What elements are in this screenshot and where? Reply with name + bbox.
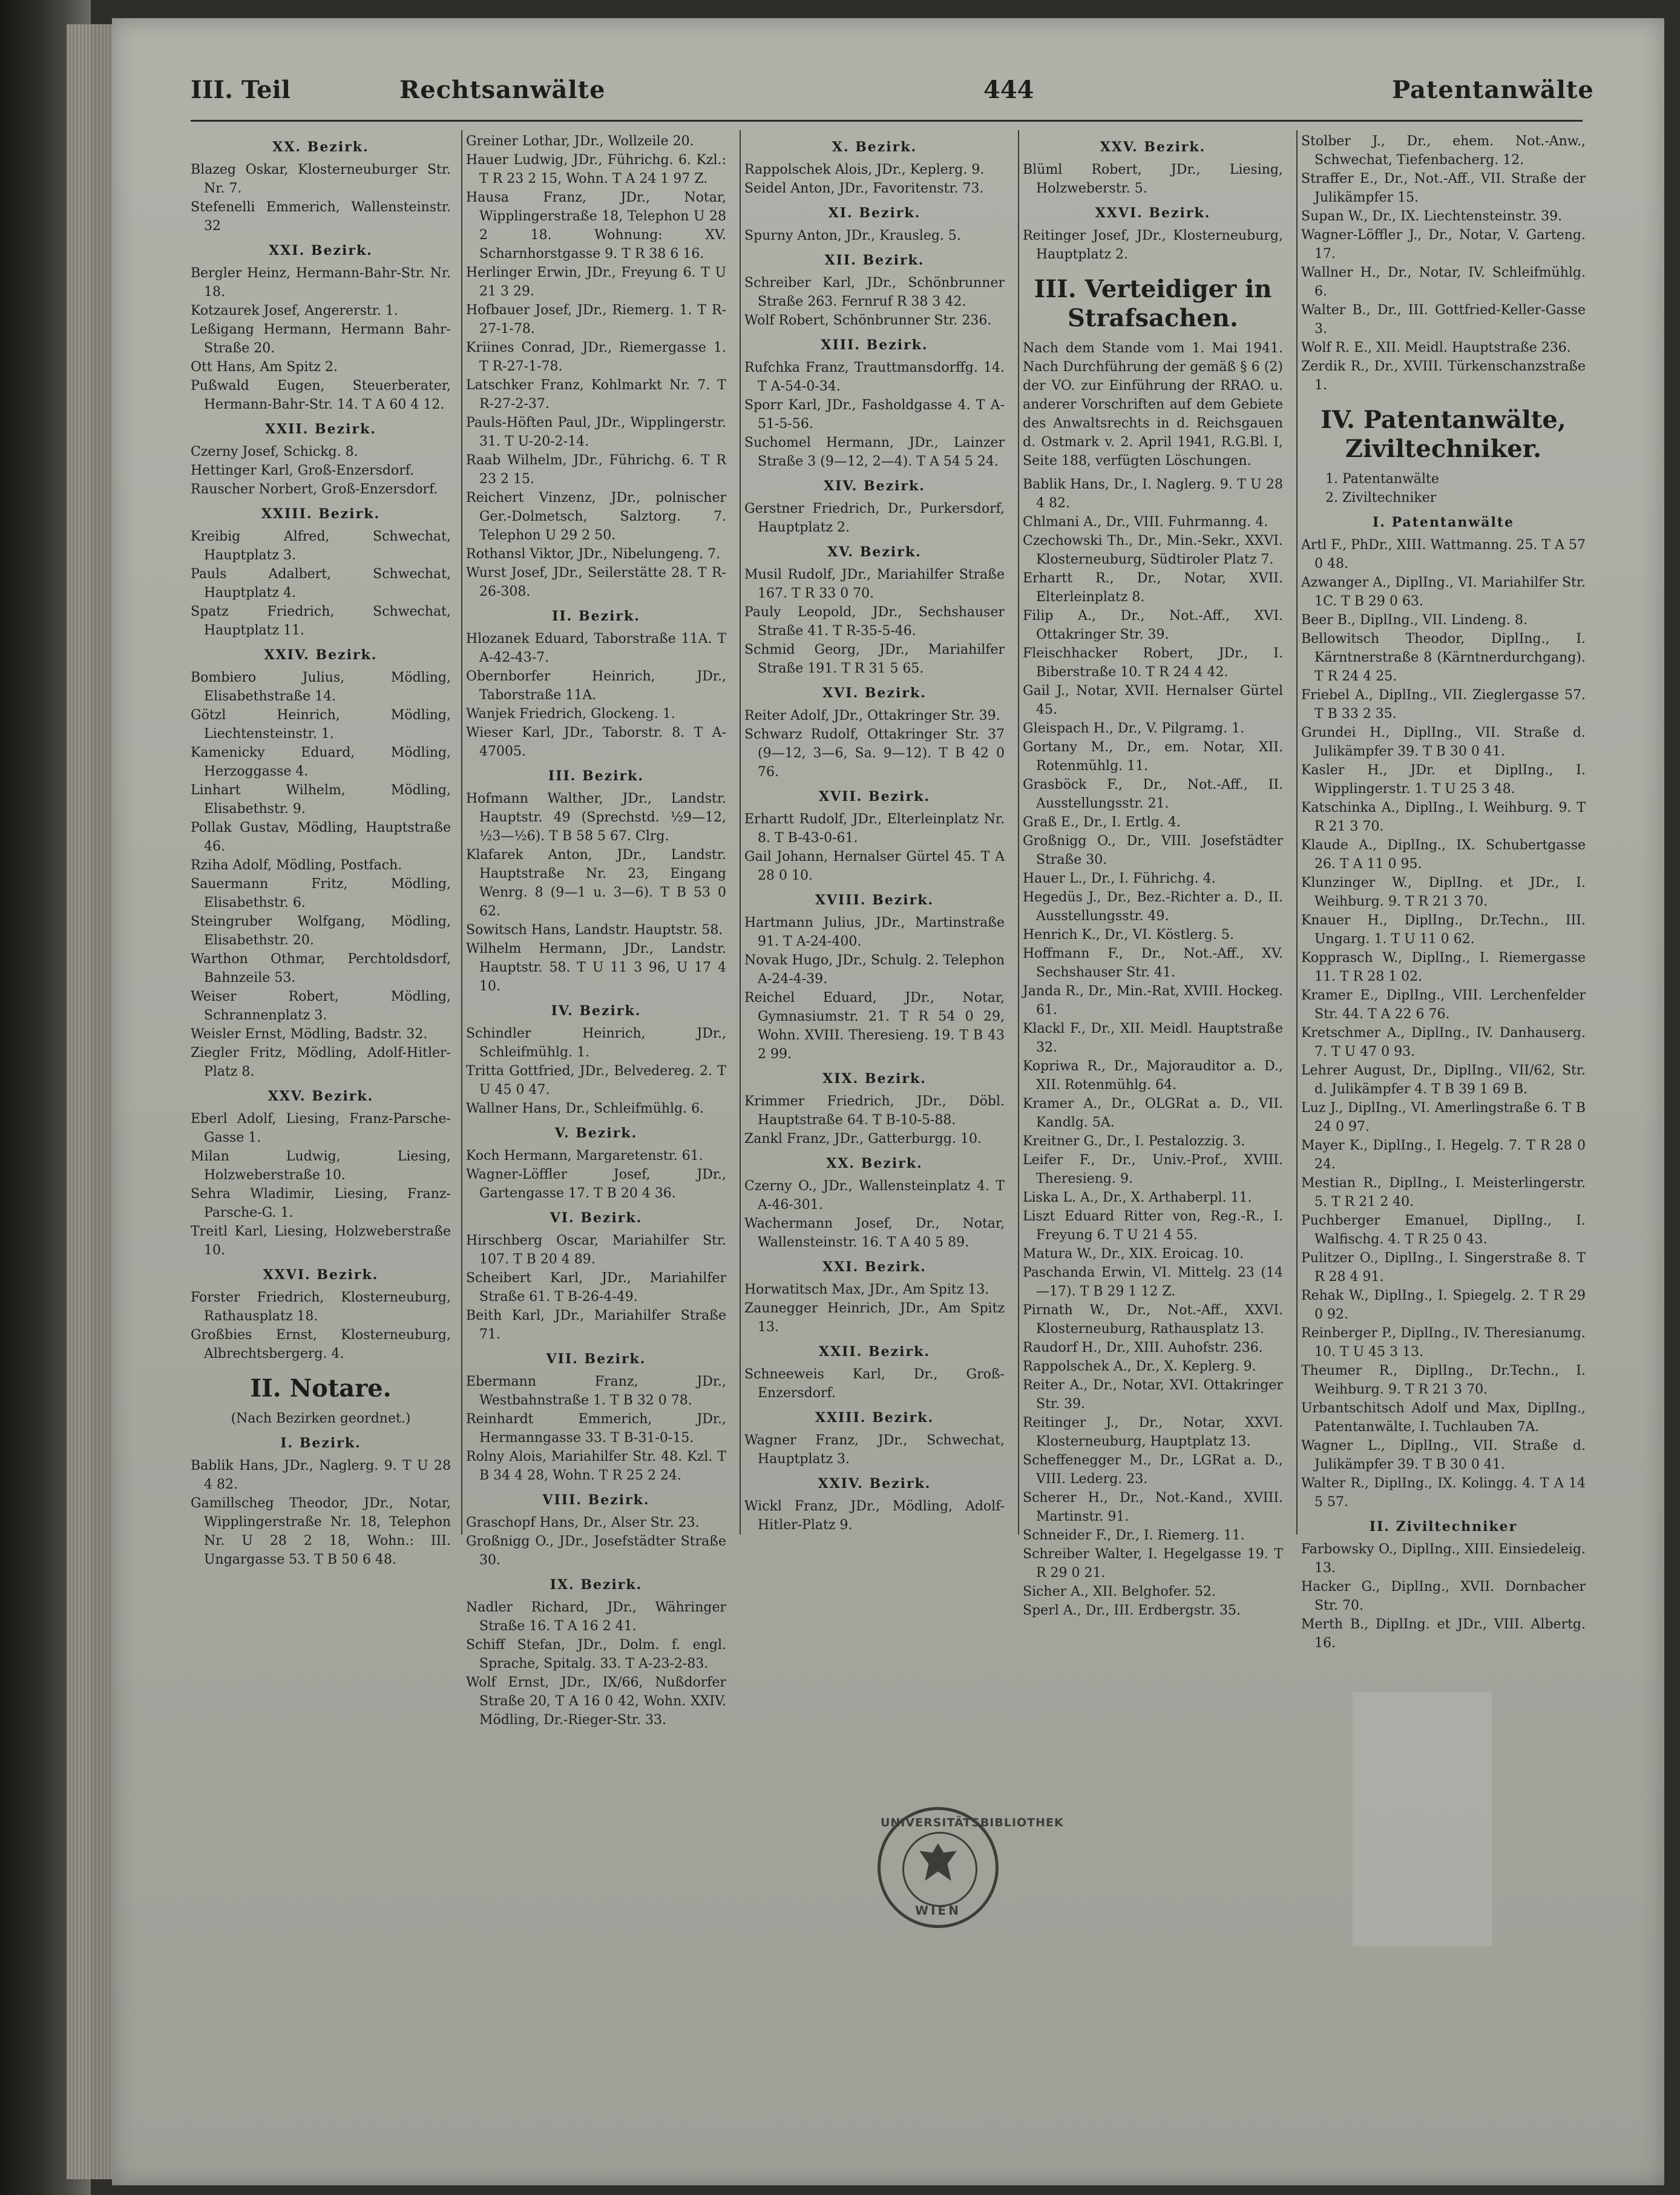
directory-entry: Scheibert Karl, JDr., Mariahilfer Straße 61. T B-26-4-49.: [466, 1271, 726, 1305]
directory-entry: Raab Wilhelm, JDr., Führichg. 6. T R 23 2 15.: [466, 453, 726, 487]
directory-entry: Großbies Ernst, Klosterneuburg, Albrechtsbergerg. 4.: [191, 1328, 451, 1361]
directory-entry: Ebermann Franz, JDr., Westbahnstraße 1. T B 32 0 78.: [466, 1374, 726, 1408]
section-heading: XXV. Bezirk.: [1100, 139, 1206, 155]
directory-entry: Sauermann Fritz, Mödling, Elisabethstr. 6.: [191, 877, 451, 910]
section-heading: I. Patentanwälte: [1372, 515, 1515, 530]
directory-entry: Pauly Leopold, JDr., Sechshauser Straße 41. T R-35-5-46.: [744, 605, 1005, 639]
directory-entry: Novak Hugo, JDr., Schulg. 2. Telephon A-24-4-39.: [744, 953, 1005, 987]
directory-entry: Czerny Josef, Schickg. 8.: [191, 444, 358, 459]
directory-entry: Eberl Adolf, Liesing, Franz-Parsche-Gasse 1.: [191, 1111, 451, 1145]
directory-entry: Ott Hans, Am Spitz 2.: [191, 360, 338, 375]
directory-entry: Götzl Heinrich, Mödling, Liechtensteinstr. 1.: [191, 708, 451, 742]
entry-list: [1023, 226, 1283, 264]
directory-entry: Weisler Ernst, Mödling, Badstr. 32.: [191, 1027, 428, 1042]
chapter-heading: II. Notare.: [250, 1374, 392, 1403]
section-heading: X. Bezirk.: [832, 139, 917, 155]
page-edges: [67, 24, 115, 2179]
directory-entry: Reitinger Josef, JDr., Klosterneuburg, Hauptplatz 2.: [1023, 228, 1283, 262]
directory-entry: Wagner-Löffler J., Dr., Notar, V. Garteng. 17.: [1301, 228, 1586, 262]
directory-entry: Sehra Wladimir, Liesing, Franz-Parsche-G. 1.: [191, 1186, 451, 1220]
entry-list: [744, 1365, 1005, 1403]
directory-entry: Czechowski Th., Dr., Min.-Sekr., XXVI. Klosterneuburg, Südtiroler Platz 7.: [1023, 533, 1283, 567]
directory-entry: Reichert Vinzenz, JDr., polnischer Ger.-Dolmetsch, Salztorg. 7. Telephon U 29 2 50.: [466, 490, 726, 543]
stamp-top-text: UNIVERSITÄTSBIBLIOTHEK: [881, 1816, 1064, 1829]
section-heading: V. Bezirk.: [554, 1125, 638, 1141]
directory-entry: Puchberger Emanuel, DiplIng., I. Walfischg. 4. T R 25 0 43.: [1301, 1213, 1586, 1247]
entry-list: [744, 706, 1005, 782]
directory-entry: Paschanda Erwin, VI. Mittelg. 23 (14—17). T B 29 1 12 Z.: [1023, 1265, 1283, 1299]
section-heading: II. Ziviltechniker: [1369, 1519, 1518, 1535]
section-heading: XXIV. Bezirk.: [264, 647, 378, 663]
directory-entry: Graß E., Dr., I. Ertlg. 4.: [1023, 815, 1181, 830]
section-heading: I. Bezirk.: [280, 1435, 361, 1451]
directory-entry: Gamillscheg Theodor, JDr., Notar, Wipplingerstraße Nr. 18, Telephon Nr. U 28 2 18, Wohn.: III. Ungargasse 53. T B 50 6 48.: [191, 1496, 451, 1567]
directory-entry: Hirschberg Oscar, Mariahilfer Str. 107. T B 20 4 89.: [466, 1233, 726, 1267]
entry-list: [191, 668, 451, 1081]
contents-list: [1325, 470, 1586, 507]
directory-entry: Beith Karl, JDr., Mariahilfer Straße 71.: [466, 1308, 726, 1342]
directory-entry: Spurny Anton, JDr., Krausleg. 5.: [744, 228, 961, 243]
entry-list: [744, 274, 1005, 330]
directory-entry: Erhartt R., Dr., Notar, XVII. Elterleinplatz 8.: [1023, 571, 1283, 605]
directory-entry: Hartmann Julius, JDr., Martinstraße 91. T A-24-400.: [744, 915, 1005, 949]
directory-entry: Kramer A., Dr., OLGRat a. D., VII. Kandlg. 5A.: [1023, 1096, 1283, 1130]
directory-entry: Pulitzer O., DiplIng., I. Singerstraße 8. T R 28 4 91.: [1301, 1251, 1586, 1285]
directory-entry: Seidel Anton, JDr., Favoritenstr. 73.: [744, 181, 984, 196]
directory-entry: Mayer K., DiplIng., I. Hegelg. 7. T R 28 0 24.: [1301, 1138, 1586, 1172]
directory-entry: Großnigg O., JDr., Josefstädter Straße 30.: [466, 1534, 726, 1568]
directory-entry: Horwatitsch Max, JDr., Am Spitz 13.: [744, 1282, 989, 1297]
column-4: [1023, 132, 1283, 1620]
entry-list: [744, 1177, 1005, 1252]
entry-list: [191, 1110, 451, 1260]
directory-entry: Supan W., Dr., IX. Liechtensteinstr. 39.: [1301, 209, 1563, 224]
directory-entry: Graschopf Hans, Dr., Alser Str. 23.: [466, 1515, 700, 1530]
directory-entry: Forster Friedrich, Klosterneuburg, Rathausplatz 18.: [191, 1290, 451, 1324]
directory-entry: Zankl Franz, JDr., Gatterburgg. 10.: [744, 1131, 982, 1147]
entry-list: [744, 565, 1005, 678]
directory-entry: Weiser Robert, Mödling, Schrannenplatz 3.: [191, 989, 451, 1023]
directory-entry: Gerstner Friedrich, Dr., Purkersdorf, Hauptplatz 2.: [744, 501, 1005, 535]
contents-item: 1. Patentanwälte: [1325, 472, 1439, 487]
header-right-title: Patentanwälte: [1392, 76, 1594, 104]
section-heading: XIV. Bezirk.: [824, 478, 925, 494]
section-heading: VII. Bezirk.: [546, 1351, 646, 1367]
directory-entry: Schneider F., Dr., I. Riemerg. 11.: [1023, 1528, 1245, 1543]
directory-entry: Bergler Heinz, Hermann-Bahr-Str. Nr. 18.: [191, 266, 451, 300]
section-heading: XXI. Bezirk.: [269, 243, 373, 258]
directory-entry: Leifer F., Dr., Univ.-Prof., XVIII. Theresieng. 9.: [1023, 1153, 1283, 1186]
chapter-heading: IV. Patentanwälte, Ziviltechniker.: [1321, 406, 1566, 463]
entry-list: [191, 160, 451, 235]
entry-list: [1301, 1540, 1586, 1653]
directory-entry: Schreiber Walter, I. Hegelgasse 19. T R 29 0 21.: [1023, 1547, 1283, 1581]
directory-entry: Hacker G., DiplIng., XVII. Dornbacher Str. 70.: [1301, 1579, 1586, 1613]
directory-entry: Hoffmann F., Dr., Not.-Aff., XV. Sechshauser Str. 41.: [1023, 946, 1283, 980]
entry-list: [466, 630, 726, 761]
directory-entry: Matura W., Dr., XIX. Eroicag. 10.: [1023, 1246, 1244, 1262]
directory-entry: Hausa Franz, JDr., Notar, Wipplingerstraße 18, Telephon U 28 2 18. Wohnung: XV. Scharnhorstgasse 9. T R 38 6 16.: [466, 190, 726, 262]
chapter-intro: Nach dem Stande vom 1. Mai 1941. Nach Durchführung der gemäß § 6 (2) der VO. zur Einführung der RRAO. u. anderer Vorschriften auf dem Gebiete des Anwaltsrechts in d. Reichsgauen d. Ostmark v. 2. April 1941, R.G.Bl. I, Seite 188, verfügten Löschungen.: [1023, 341, 1283, 469]
directory-entry: Wolf Ernst, JDr., IX/66, Nußdorfer Straße 20, T A 16 0 42, Wohn. XXIV. Mödling, Dr.-Rieger-Str. 33.: [466, 1675, 726, 1728]
section-heading: XXV. Bezirk.: [267, 1088, 374, 1104]
directory-entry: Friebel A., DiplIng., VII. Zieglergasse 57. T B 33 2 35.: [1301, 688, 1586, 722]
directory-entry: Kretschmer A., DiplIng., IV. Danhauserg. 7. T U 47 0 93.: [1301, 1025, 1586, 1059]
entry-list: [466, 1024, 726, 1118]
entry-list: [466, 132, 726, 601]
directory-entry: Großnigg O., Dr., VIII. Josefstädter Straße 30.: [1023, 834, 1283, 867]
directory-entry: Kramer E., DiplIng., VIII. Lerchenfelder Str. 44. T A 22 6 76.: [1301, 988, 1586, 1022]
directory-entry: Linhart Wilhelm, Mödling, Elisabethstr. 9.: [191, 783, 451, 817]
directory-entry: Wachermann Josef, Dr., Notar, Wallensteinstr. 16. T A 40 5 89.: [744, 1216, 1005, 1250]
page-number: 444: [983, 76, 1034, 104]
entry-list: [191, 443, 451, 499]
column-3: [744, 132, 1005, 1535]
section-heading: XXII. Bezirk.: [819, 1344, 930, 1360]
directory-entry: Bablik Hans, Dr., I. Naglerg. 9. T U 28 4 82.: [1023, 477, 1283, 511]
directory-entry: Azwanger A., DiplIng., VI. Mariahilfer Str. 1C. T B 29 0 63.: [1301, 575, 1586, 609]
directory-entry: Rolny Alois, Mariahilfer Str. 48. Kzl. T B 34 4 28, Wohn. T R 25 2 24.: [466, 1449, 726, 1483]
chapter-note: (Nach Bezirken geordnet.): [231, 1411, 411, 1426]
directory-entry: Wagner L., DiplIng., VII. Straße d. Julikämpfer 39. T B 30 0 41.: [1301, 1438, 1586, 1472]
entry-list: [466, 1598, 726, 1729]
directory-entry: Pirnath W., Dr., Not.-Aff., XXVI. Klosterneuburg, Rathausplatz 13.: [1023, 1303, 1283, 1337]
column-divider: [461, 130, 462, 1535]
directory-entry: Spatz Friedrich, Schwechat, Hauptplatz 11.: [191, 604, 451, 638]
directory-entry: Mestian R., DiplIng., I. Meisterlingerstr. 5. T R 21 2 40.: [1301, 1176, 1586, 1209]
directory-entry: Reinhardt Emmerich, JDr., Hermanngasse 33. T B-31-0-15.: [466, 1412, 726, 1446]
chapter-heading: III. Verteidiger in Strafsachen.: [1034, 275, 1272, 332]
directory-entry: Beer B., DiplIng., VII. Lindeng. 8.: [1301, 613, 1527, 628]
directory-entry: Theumer R., DiplIng., Dr.Techn., I. Weihburg. 9. T R 21 3 70.: [1301, 1363, 1586, 1397]
directory-entry: Wanjek Friedrich, Glockeng. 1.: [466, 706, 675, 722]
directory-entry: Nadler Richard, JDr., Währinger Straße 16. T A 16 2 41.: [466, 1600, 726, 1634]
section-heading: XIII. Bezirk.: [821, 337, 928, 353]
directory-entry: Walter B., Dr., III. Gottfried-Keller-Gasse 3.: [1301, 303, 1586, 337]
directory-entry: Kopprasch W., DiplIng., I. Riemergasse 11. T R 28 1 02.: [1301, 950, 1586, 984]
directory-entry: Hauer L., Dr., I. Führichg. 4.: [1023, 871, 1216, 886]
entry-list: [744, 358, 1005, 471]
directory-entry: Wurst Josef, JDr., Seilerstätte 28. T R-26-308.: [466, 565, 726, 599]
directory-entry: Liszt Eduard Ritter von, Reg.-R., I. Freyung 6. T U 21 4 55.: [1023, 1209, 1283, 1243]
section-heading: XX. Bezirk.: [826, 1156, 923, 1171]
entry-list: [744, 1497, 1005, 1535]
directory-entry: Obernborfer Heinrich, JDr., Taborstraße 11A.: [466, 669, 726, 703]
directory-entry: Kreibig Alfred, Schwechat, Hauptplatz 3.: [191, 529, 451, 563]
directory-entry: Rehak W., DiplIng., I. Spiegelg. 2. T R 29 0 92.: [1301, 1288, 1586, 1322]
document-page: [112, 18, 1664, 2185]
section-heading: XII. Bezirk.: [824, 252, 925, 268]
entry-list: [191, 1456, 451, 1569]
directory-entry: Grundei H., DiplIng., VII. Straße d. Julikämpfer 39. T B 30 0 41.: [1301, 725, 1586, 759]
column-2: [466, 132, 726, 1729]
directory-entry: Straffer E., Dr., Not.-Aff., VII. Straße der Julikämpfer 15.: [1301, 171, 1586, 205]
directory-entry: Hofmann Walther, JDr., Landstr. Hauptstr. 49 (Sprechstd. ½9—12, ½3—½6). T B 58 5 67. Clrg.: [466, 791, 726, 844]
directory-entry: Klackl F., Dr., XII. Meidl. Hauptstraße 32.: [1023, 1021, 1283, 1055]
directory-entry: Zerdik R., Dr., XVIII. Türkenschanzstraße 1.: [1301, 359, 1586, 393]
section-heading: IV. Bezirk.: [551, 1003, 641, 1019]
header-rule: [191, 120, 1583, 122]
directory-entry: Bombiero Julius, Mödling, Elisabethstraße 14.: [191, 670, 451, 704]
directory-entry: Wieser Karl, JDr., Taborstr. 8. T A-47005.: [466, 725, 726, 759]
entry-list: [744, 160, 1005, 198]
directory-entry: Pollak Gustav, Mödling, Hauptstraße 46.: [191, 820, 451, 854]
directory-entry: Chlmani A., Dr., VIII. Fuhrmanng. 4.: [1023, 515, 1268, 530]
directory-entry: Pauls-Höften Paul, JDr., Wipplingerstr. 31. T U-20-2-14.: [466, 415, 726, 449]
directory-entry: Filip A., Dr., Not.-Aff., XVI. Ottakringer Str. 39.: [1023, 608, 1283, 642]
section-heading: XXII. Bezirk.: [265, 421, 376, 437]
section-heading: IX. Bezirk.: [550, 1577, 643, 1593]
directory-entry: Scherer H., Dr., Not.-Kand., XVIII. Martinstr. 91.: [1023, 1490, 1283, 1524]
directory-entry: Erhartt Rudolf, JDr., Elterleinplatz Nr. 8. T B-43-0-61.: [744, 812, 1005, 846]
directory-entry: Luz J., DiplIng., VI. Amerlingstraße 6. T B 24 0 97.: [1301, 1101, 1586, 1134]
directory-entry: Kotzaurek Josef, Angererstr. 1.: [191, 303, 398, 318]
directory-entry: Lehrer August, Dr., DiplIng., VII/62, Str. d. Julikämpfer 4. T B 39 1 69 B.: [1301, 1063, 1586, 1097]
section-heading: XVII. Bezirk.: [819, 789, 930, 805]
column-divider: [1018, 130, 1019, 1535]
directory-entry: Artl F., PhDr., XIII. Wattmanng. 25. T A 57 0 48.: [1301, 538, 1586, 571]
directory-entry: Hlozanek Eduard, Taborstraße 11A. T A-42-43-7.: [466, 631, 726, 665]
directory-entry: Bablik Hans, JDr., Naglerg. 9. T U 28 4 82.: [191, 1458, 451, 1492]
directory-entry: Klunzinger W., DiplIng. et JDr., I. Weihburg. 9. T R 21 3 70.: [1301, 875, 1586, 909]
directory-entry: Czerny O., JDr., Wallensteinplatz 4. T A-46-301.: [744, 1179, 1005, 1213]
section-heading: XVIII. Bezirk.: [815, 892, 934, 908]
directory-entry: Liska L. A., Dr., X. Arthaberpl. 11.: [1023, 1190, 1252, 1205]
section-heading: VI. Bezirk.: [550, 1210, 643, 1226]
column-5: [1301, 132, 1586, 1653]
directory-entry: Steingruber Wolfgang, Mödling, Elisabethstr. 20.: [191, 914, 451, 948]
directory-entry: Musil Rudolf, JDr., Mariahilfer Straße 167. T R 33 0 70.: [744, 567, 1005, 601]
directory-entry: Schmid Georg, JDr., Mariahilfer Straße 191. T R 31 5 65.: [744, 642, 1005, 676]
directory-entry: Koch Hermann, Margaretenstr. 61.: [466, 1148, 703, 1163]
directory-entry: Wolf Robert, Schönbrunner Str. 236.: [744, 313, 992, 328]
column-divider: [1296, 130, 1298, 1535]
paper-patch: [1353, 1692, 1492, 1946]
directory-entry: Kasler H., JDr. et DiplIng., I. Wipplingerstr. 1. T U 25 3 48.: [1301, 763, 1586, 797]
contents-item: 2. Ziviltechniker: [1325, 490, 1437, 505]
directory-entry: Gail Johann, Hernalser Gürtel 45. T A 28 0 10.: [744, 849, 1005, 883]
directory-entry: Krimmer Friedrich, JDr., Döbl. Hauptstraße 64. T B-10-5-88.: [744, 1094, 1005, 1128]
directory-entry: Stefenelli Emmerich, Wallensteinstr. 32: [191, 200, 451, 234]
directory-entry: Sowitsch Hans, Landstr. Hauptstr. 58.: [466, 923, 723, 938]
header-title: Rechtsanwälte: [399, 76, 606, 104]
directory-entry: Scheffenegger M., Dr., LGRat a. D., VIII. Lederg. 23.: [1023, 1453, 1283, 1487]
directory-entry: Hettinger Karl, Groß-Enzersdorf.: [191, 463, 415, 478]
directory-entry: Sicher A., XII. Belghofer. 52.: [1023, 1584, 1216, 1599]
directory-entry: Klafarek Anton, JDr., Landstr. Hauptstraße Nr. 23, Eingang Wenrg. 8 (9—1 u. 3—6). T B 53 0 62.: [466, 847, 726, 919]
entry-list: [1301, 536, 1586, 1512]
directory-entry: Raudorf H., Dr., XIII. Auhofstr. 236.: [1023, 1340, 1263, 1355]
entry-list: [744, 913, 1005, 1064]
entry-list: [466, 1147, 726, 1203]
section-heading: XXI. Bezirk.: [822, 1259, 927, 1275]
section-heading: XV. Bezirk.: [827, 544, 922, 560]
directory-entry: Rufchka Franz, Trauttmansdorffg. 14. T A-54-0-34.: [744, 360, 1005, 394]
directory-entry: Stolber J., Dr., ehem. Not.-Anw., Schwechat, Tiefenbacherg. 12.: [1301, 134, 1586, 168]
directory-entry: Gleispach H., Dr., V. Pilgramg. 1.: [1023, 721, 1245, 736]
entry-list: [191, 1288, 451, 1363]
directory-entry: Pauls Adalbert, Schwechat, Hauptplatz 4.: [191, 567, 451, 601]
header-part: III. Teil: [191, 76, 290, 104]
directory-entry: Janda R., Dr., Min.-Rat, XVIII. Hockeg. 61.: [1023, 984, 1283, 1018]
directory-entry: Reichel Eduard, JDr., Notar, Gymnasiumstr. 21. T R 54 0 29, Wohn. XVIII. Theresieng. 19. T B 43 2 99.: [744, 990, 1005, 1062]
directory-entry: Urbantschitsch Adolf und Max, DiplIng., Patentanwälte, I. Tuchlauben 7A.: [1301, 1401, 1586, 1435]
directory-entry: Schreiber Karl, JDr., Schönbrunner Straße 263. Fernruf R 38 3 42.: [744, 275, 1005, 309]
entry-list: [1301, 132, 1586, 395]
directory-entry: Grasböck F., Dr., Not.-Aff., II. Ausstellungsstr. 21.: [1023, 777, 1283, 811]
directory-entry: Kreitner G., Dr., I. Pestalozzig. 3.: [1023, 1134, 1245, 1149]
directory-entry: Katschinka A., DiplIng., I. Weihburg. 9. T R 21 3 70.: [1301, 800, 1586, 834]
entry-list: [744, 1280, 1005, 1337]
section-heading: XXIII. Bezirk.: [815, 1410, 934, 1426]
directory-entry: Reiter Adolf, JDr., Ottakringer Str. 39.: [744, 708, 1000, 723]
directory-entry: Milan Ludwig, Liesing, Holzweberstraße 10.: [191, 1149, 451, 1183]
directory-entry: Kriines Conrad, JDr., Riemergasse 1. T R-27-1-78.: [466, 340, 726, 374]
entry-list: [1023, 160, 1283, 198]
section-heading: III. Bezirk.: [548, 768, 645, 784]
section-heading: XX. Bezirk.: [272, 139, 369, 155]
entry-list: [744, 226, 1005, 245]
entry-list: [744, 1431, 1005, 1469]
section-heading: XVI. Bezirk.: [822, 685, 927, 701]
directory-entry: Wallner Hans, Dr., Schleifmühlg. 6.: [466, 1101, 704, 1116]
directory-entry: Kamenicky Eduard, Mödling, Herzoggasse 4.: [191, 745, 451, 779]
directory-entry: Sperl A., Dr., III. Erdbergstr. 35.: [1023, 1603, 1241, 1618]
directory-entry: Wagner-Löffler Josef, JDr., Gartengasse 17. T B 20 4 36.: [466, 1167, 726, 1201]
entry-list: [466, 1513, 726, 1570]
directory-entry: Reiter A., Dr., Notar, XVI. Ottakringer Str. 39.: [1023, 1378, 1283, 1412]
directory-entry: Latschker Franz, Kohlmarkt Nr. 7. T R-27-2-37.: [466, 378, 726, 412]
entry-list: [744, 1092, 1005, 1148]
section-heading: XXVI. Bezirk.: [1095, 205, 1211, 221]
column-1: [191, 132, 451, 1569]
directory-entry: Hofbauer Josef, JDr., Riemerg. 1. T R-27-1-78.: [466, 303, 726, 337]
directory-entry: Wallner H., Dr., Notar, IV. Schleifmühlg. 6.: [1301, 265, 1586, 299]
directory-entry: Fleischhacker Robert, JDr., I. Biberstraße 10. T R 24 4 42.: [1023, 646, 1283, 680]
directory-entry: Schneeweis Karl, Dr., Groß-Enzersdorf.: [744, 1367, 1005, 1401]
directory-entry: Blüml Robert, JDr., Liesing, Holzweberstr. 5.: [1023, 162, 1283, 196]
directory-entry: Tritta Gottfried, JDr., Belvedereg. 2. T U 45 0 47.: [466, 1064, 726, 1098]
library-stamp: [878, 1807, 1064, 1928]
page-header: [191, 76, 1594, 118]
directory-entry: Greiner Lothar, JDr., Wollzeile 20.: [466, 134, 694, 149]
directory-entry: Schiff Stefan, JDr., Dolm. f. engl. Sprache, Spitalg. 33. T A-23-2-83.: [466, 1637, 726, 1671]
directory-entry: Gail J., Notar, XVII. Hernalser Gürtel 45.: [1023, 683, 1283, 717]
directory-entry: Blazeg Oskar, Klosterneuburger Str. Nr. 7.: [191, 162, 451, 196]
directory-entry: Rothansl Viktor, JDr., Nibelungeng. 7.: [466, 547, 721, 562]
section-heading: II. Bezirk.: [552, 608, 640, 624]
directory-entry: Schindler Heinrich, JDr., Schleifmühlg. 1.: [466, 1026, 726, 1060]
entry-list: [191, 264, 451, 414]
section-heading: VIII. Bezirk.: [542, 1492, 650, 1508]
directory-entry: Henrich K., Dr., VI. Köstlerg. 5.: [1023, 927, 1234, 943]
section-heading: XXVI. Bezirk.: [263, 1267, 379, 1283]
directory-entry: Wickl Franz, JDr., Mödling, Adolf-Hitler-Platz 9.: [744, 1499, 1005, 1533]
directory-entry: Gortany M., Dr., em. Notar, XII. Rotenmühlg. 11.: [1023, 740, 1283, 774]
directory-entry: Schwarz Rudolf, Ottakringer Str. 37 (9—12, 3—6, Sa. 9—12). T B 42 0 76.: [744, 727, 1005, 780]
section-heading: XXIII. Bezirk.: [261, 506, 381, 522]
directory-entry: Wilhelm Hermann, JDr., Landstr. Hauptstr. 58. T U 11 3 96, U 17 4 10.: [466, 941, 726, 994]
directory-entry: Klaude A., DiplIng., IX. Schubertgasse 26. T A 11 0 95.: [1301, 838, 1586, 872]
directory-entry: Wolf R. E., XII. Meidl. Hauptstraße 236.: [1301, 340, 1571, 355]
entry-list: [466, 1231, 726, 1344]
directory-entry: Rappolschek Alois, JDr., Keplerg. 9.: [744, 162, 985, 177]
directory-entry: Ziegler Fritz, Mödling, Adolf-Hitler-Platz 8.: [191, 1045, 451, 1079]
directory-entry: Knauer H., DiplIng., Dr.Techn., III. Ungarg. 1. T U 11 0 62.: [1301, 913, 1586, 947]
directory-entry: Warthon Othmar, Perchtoldsdorf, Bahnzeile 53.: [191, 952, 451, 986]
column-divider: [740, 130, 741, 1535]
directory-entry: Treitl Karl, Liesing, Holzweberstraße 10.: [191, 1224, 451, 1258]
entry-list: [744, 499, 1005, 537]
directory-entry: Rauscher Norbert, Groß-Enzersdorf.: [191, 482, 438, 497]
directory-entry: Reinberger P., DiplIng., IV. Theresianumg. 10. T U 45 3 13.: [1301, 1326, 1586, 1360]
section-heading: XIX. Bezirk.: [822, 1071, 927, 1087]
directory-entry: Hauer Ludwig, JDr., Führichg. 6. Kzl.: T R 23 2 15, Wohn. T A 24 1 97 Z.: [466, 153, 726, 186]
entry-list: [744, 810, 1005, 885]
directory-entry: Zaunegger Heinrich, JDr., Am Spitz 13.: [744, 1301, 1005, 1335]
entry-list: [191, 527, 451, 640]
directory-entry: Rappolschek A., Dr., X. Keplerg. 9.: [1023, 1359, 1256, 1374]
entry-list: [466, 1372, 726, 1485]
entry-list: [466, 789, 726, 996]
directory-entry: Leßigang Hermann, Hermann Bahr-Straße 20.: [191, 322, 451, 356]
directory-entry: Merth B., DiplIng. et JDr., VIII. Albertg. 16.: [1301, 1617, 1586, 1651]
directory-entry: Rziha Adolf, Mödling, Postfach.: [191, 858, 402, 873]
directory-entry: Sporr Karl, JDr., Fasholdgasse 4. T A-51-5-56.: [744, 398, 1005, 432]
directory-entry: Walter R., DiplIng., IX. Kolingg. 4. T A 14 5 57.: [1301, 1476, 1586, 1510]
section-heading: XXIV. Bezirk.: [818, 1476, 931, 1492]
directory-entry: Suchomel Hermann, JDr., Lainzer Straße 3 (9—12, 2—4). T A 54 5 24.: [744, 435, 1005, 469]
directory-entry: Pußwald Eugen, Steuerberater, Hermann-Bahr-Str. 14. T A 60 4 12.: [191, 378, 451, 412]
entry-list: [1023, 475, 1283, 1620]
stamp-bottom-text: WIEN: [915, 1903, 961, 1918]
directory-entry: Herlinger Erwin, JDr., Freyung 6. T U 21 3 29.: [466, 265, 726, 299]
directory-entry: Wagner Franz, JDr., Schwechat, Hauptplatz 3.: [744, 1433, 1005, 1467]
section-heading: XI. Bezirk.: [828, 205, 921, 221]
directory-entry: Farbowsky O., DiplIng., XIII. Einsiedeleig. 13.: [1301, 1542, 1586, 1576]
directory-entry: Kopriwa R., Dr., Majorauditor a. D., XII. Rotenmühlg. 64.: [1023, 1059, 1283, 1093]
directory-entry: Hegedüs J., Dr., Bez.-Richter a. D., II. Ausstellungsstr. 49.: [1023, 890, 1283, 924]
directory-entry: Bellowitsch Theodor, DiplIng., I. Kärntnerstraße 8 (Kärntnerdurchgang). T R 24 4 25.: [1301, 631, 1586, 684]
directory-entry: Reitinger J., Dr., Notar, XXVI. Klosterneuburg, Hauptplatz 13.: [1023, 1415, 1283, 1449]
